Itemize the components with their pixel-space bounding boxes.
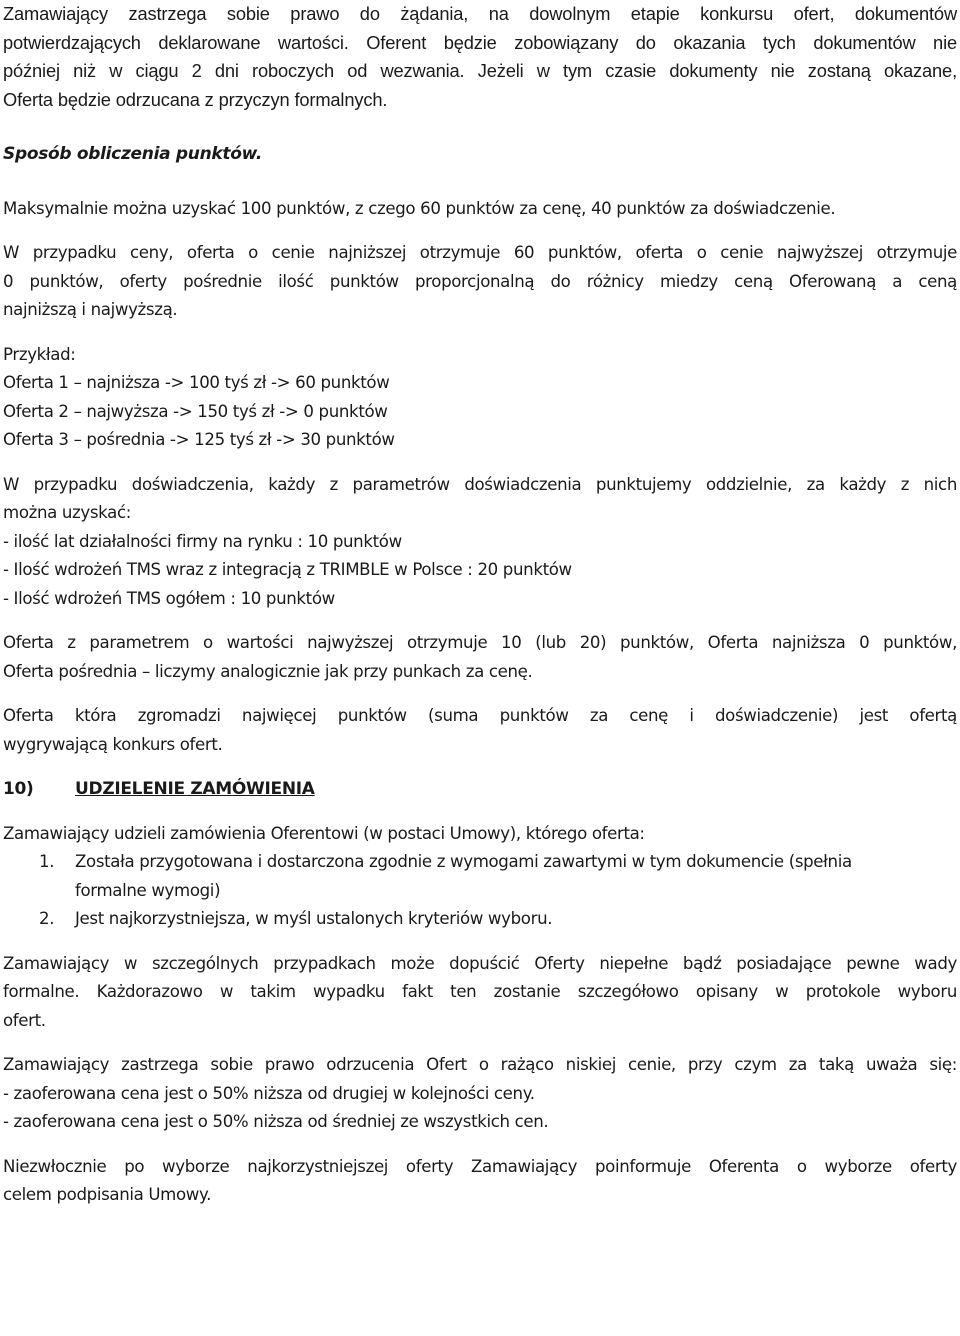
experience-item: - Ilość wdrożeń TMS ogółem : 10 punktów [3,588,335,608]
list-item [3,848,957,905]
list-item [3,905,957,934]
experience-block [3,471,957,614]
param-rule-paragraph [3,629,957,686]
low-price-line: Zamawiający zastrzega sobie prawo odrzucenia Ofert o rażąco niskiej cenie, przy czym za taką uważa się: [3,1055,957,1074]
max-points-paragraph: Maksymalnie można uzyskać 100 punktów, z czego 60 punktów za cenę, 40 punktów za doświadczenie. [3,198,836,218]
incomplete-line: Zamawiający w szczególnych przypadkach może dopuścić Oferty niepełne bądź posiadające pewne wady [3,953,957,973]
example-block [3,341,957,455]
winner-line: wygrywającą konkurs ofert. [3,734,223,754]
list-item-text [75,905,957,934]
list-item-line: Jest najkorzystniejsza, w myśl ustalonych kryteriów wyboru. [75,909,553,928]
winner-paragraph [3,702,957,759]
notify-line: Niezwłocznie po wyborze najkorzystniejszej oferty Zamawiający poinformuje Oferenta o wyborze oferty [3,1156,957,1176]
price-rule-line: najniższą i najwyższą. [3,300,178,319]
document-page [3,0,957,1210]
low-price-item: - zaoferowana cena jest o 50% niższa od drugiej w kolejności ceny. [3,1083,535,1103]
section-title: UDZIELENIE ZAMÓWIENIA [75,779,315,799]
price-rule-line: W przypadku ceny, oferta o cenie najniższej otrzymuje 60 punktów, oferta o cenie najwyższej otrzymuje [3,243,957,262]
low-price-paragraph [3,1051,957,1137]
intro-line: Oferta będzie odrzucana z przyczyn formalnych. [3,88,388,110]
experience-line: można uzyskać: [3,503,131,522]
example-item: Oferta 2 – najwyższa -> 150 tyś zł -> 0 punktów [3,401,388,421]
price-rule-paragraph [3,239,957,325]
example-item: Oferta 3 – pośrednia -> 125 tyś zł -> 30 punktów [3,430,395,449]
price-rule-line: 0 punktów, oferty pośrednie ilość punktów proporcjonalną do różnicy miedzy ceną Oferowaną a ceną [3,271,957,291]
low-price-item: - zaoferowana cena jest o 50% niższa od średniej ze wszystkich cen. [3,1112,549,1131]
list-item-text [75,848,957,905]
winner-line: Oferta która zgromadzi najwięcej punktów (suma punktów za cenę i doświadczenie) jest ofertą [3,706,957,725]
notify-line: celem podpisania Umowy. [3,1185,212,1204]
list-item-number: 2. [39,909,55,928]
section-number: 10) [3,779,34,799]
notify-paragraph [3,1153,957,1210]
intro-line: później niż w ciągu 2 dni roboczych od wezwania. Jeżeli w tym czasie dokumenty nie zostaną okazane, [3,60,957,81]
intro-paragraph [3,0,957,114]
list-item-line: Została przygotowana i dostarczona zgodnie z wymogami zawartymi w tym dokumencie (spełnia [75,852,852,871]
experience-line: W przypadku doświadczenia, każdy z parametrów doświadczenia punktujemy oddzielnie, za każdy z nich [3,474,957,494]
award-intro: Zamawiający udzieli zamówienia Oferentowi (w postaci Umowy), którego oferta: [3,823,645,843]
incomplete-line: formalne. Każdorazowo w takim wypadku fakt ten zostanie szczegółowo opisany w protokole wyboru [3,982,957,1001]
param-rule-line: Oferta pośrednia – liczymy analogicznie jak przy punkach za cenę. [3,661,533,681]
scoring-heading: Sposób obliczenia punktów. [3,144,263,164]
section-heading [3,775,957,804]
intro-line: potwierdzających deklarowane wartości. Oferent będzie zobowiązany do okazania tych dokumentów nie [3,31,957,53]
example-item: Oferta 1 – najniższa -> 100 tyś zł -> 60 punktów [3,373,390,392]
experience-item: - ilość lat działalności firmy na rynku : 10 punktów [3,531,402,551]
param-rule-line: Oferta z parametrem o wartości najwyższej otrzymuje 10 (lub 20) punktów, Oferta najniższa 0 punktów, [3,633,957,652]
list-item-line: formalne wymogi) [75,880,221,900]
experience-item: - Ilość wdrożeń TMS wraz z integracją z TRIMBLE w Polsce : 20 punktów [3,560,572,579]
intro-line: Zamawiający zastrzega sobie prawo do żądania, na dowolnym etapie konkursu ofert, dokumentów [3,3,957,24]
incomplete-line: ofert. [3,1010,46,1030]
list-item-number: 1. [39,852,55,871]
example-label: Przykład: [3,344,76,364]
incomplete-offers-paragraph [3,950,957,1036]
